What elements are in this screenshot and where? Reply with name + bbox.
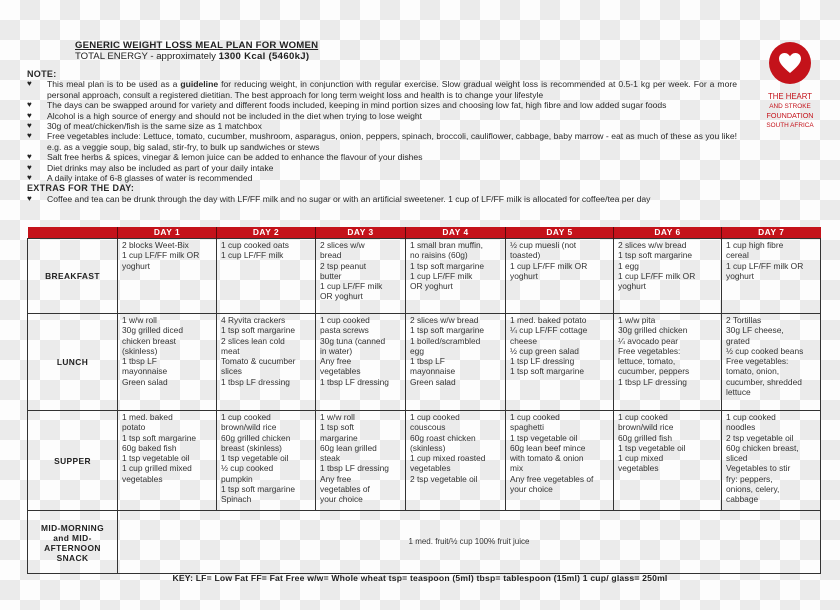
- food-item: 1 cup grilled mixed: [122, 463, 192, 474]
- note-text-bold: guideline: [180, 79, 219, 90]
- food-item: 1 boiled/scrambled: [410, 335, 481, 346]
- note-item: [27, 131, 737, 152]
- food-item: OR yoghurt: [410, 281, 453, 292]
- food-item: grated: [726, 335, 750, 346]
- meal-cell: [217, 239, 316, 314]
- food-item: pasta screws: [320, 325, 369, 336]
- food-item: your choice: [320, 494, 363, 505]
- note-text-pre: The days can be swapped around for variety and different foods included, keeping in mind portion sizes and choosing low fat, high fibre and low added sugar foods: [47, 100, 667, 111]
- logo-line-1: THE HEART: [767, 92, 813, 101]
- notes-section: [27, 69, 737, 204]
- heart-icon: [778, 52, 802, 74]
- food-item: 1 w/w pita: [618, 315, 656, 325]
- food-item: Green salad: [122, 376, 168, 387]
- table-row-supper: [28, 411, 821, 511]
- food-item: Spinach: [221, 494, 252, 505]
- food-item: 2 slices w/w bread: [410, 315, 479, 325]
- food-item: 30g grilled diced: [122, 325, 183, 336]
- food-item: 30g tuna (canned: [320, 335, 386, 346]
- meal-cell: [217, 411, 316, 511]
- food-item: 30g LF cheese,: [726, 325, 784, 336]
- snack-label-line: AFTERNOON: [44, 542, 101, 553]
- food-item: 2 Tortillas: [726, 315, 762, 325]
- energy-value: 1300 Kcal (5460kJ): [218, 51, 310, 62]
- food-item: tomato, onion,: [726, 366, 780, 377]
- food-item: 1 cup cooked oats: [221, 240, 289, 250]
- note-text-post: for reducing weight, in conjunction with regular exercise. Slow gradual weight loss is recommended at 0.5-1 kg per week. For a more personal approach, consult a registered dietitian. The best approach for long term weight loss and health is to change your lifestyle: [47, 79, 738, 100]
- food-item: 1 tbsp LF dressing: [320, 463, 389, 474]
- food-item: 1 cup cooked: [510, 412, 560, 422]
- food-item: 60g grilled chicken: [221, 432, 291, 443]
- energy-prefix: TOTAL ENERGY - approximately: [75, 51, 219, 62]
- food-item: vegetables: [320, 366, 361, 377]
- table-header-row: [28, 227, 821, 239]
- food-item: 1 tsp soft margarine: [221, 325, 296, 336]
- column-header-day-7: DAY 7: [722, 227, 821, 239]
- food-item: 1 tbsp LF dressing: [320, 376, 389, 387]
- extra-text: Coffee and tea can be drunk through the day with LF/FF milk and no sugar or with an artificial sweetener. 1 cup of LF/FF milk is allocated for coffee/tea per day: [47, 193, 651, 204]
- meal-cell: [614, 314, 722, 411]
- extras-list: [27, 194, 737, 204]
- food-item: 1 cup high fibre: [726, 240, 784, 250]
- food-item: steak: [320, 453, 341, 464]
- meal-label: LUNCH: [28, 314, 118, 411]
- food-item: 1 med. baked: [122, 412, 173, 422]
- food-item: 1 w/w roll: [122, 315, 157, 325]
- food-item: breast (skinless): [221, 442, 282, 453]
- note-item: [27, 100, 737, 110]
- food-item: 1 tsp vegetable oil: [510, 432, 578, 443]
- note-item: [27, 152, 737, 162]
- food-item: (skinless): [122, 345, 158, 356]
- food-item: OR yoghurt: [320, 291, 363, 302]
- food-item: 1 cup LF/FF milk: [320, 281, 383, 292]
- food-item: Free vegetables:: [726, 356, 789, 367]
- food-item: sliced: [726, 453, 748, 464]
- notes-heading: NOTE:: [27, 69, 57, 79]
- food-item: 1 tsp soft margarine: [122, 432, 197, 443]
- food-item: cabbage: [726, 494, 759, 505]
- food-item: 60g lean grilled: [320, 442, 377, 453]
- column-header-day-2: DAY 2: [217, 227, 316, 239]
- heart-foundation-logo: [758, 42, 822, 130]
- heart-bullet-icon: ♥: [27, 110, 32, 120]
- note-text-pre: 30g of meat/chicken/fish is the same size as 1 matchbox: [47, 121, 262, 132]
- food-item: yoghurt: [618, 281, 646, 292]
- table-row-snack: [28, 511, 821, 574]
- note-item: [27, 121, 737, 131]
- food-item: lettuce: [726, 387, 751, 398]
- food-item: 60g roast chicken: [410, 432, 476, 443]
- food-item: Any free: [320, 473, 352, 484]
- note-text-pre: This meal plan is to be used as a: [47, 79, 181, 90]
- snack-label-line: SNACK: [56, 552, 89, 563]
- meal-label: SUPPER: [28, 411, 118, 511]
- food-item: cereal: [726, 250, 749, 261]
- logo-line-3: FOUNDATION: [766, 111, 814, 120]
- logo-text: [758, 92, 822, 130]
- food-item: fry: peppers,: [726, 473, 773, 484]
- meal-cell: [118, 239, 217, 314]
- logo-line-4: SOUTH AFRICA: [766, 121, 814, 129]
- note-item: [27, 79, 737, 100]
- column-header-day-1: DAY 1: [118, 227, 217, 239]
- food-item: 1 cup LF/FF milk OR: [122, 250, 200, 261]
- heart-bullet-icon: ♥: [27, 79, 32, 89]
- document-title: GENERIC WEIGHT LOSS MEAL PLAN FOR WOMEN: [75, 40, 319, 51]
- food-item: 1 tsp soft margarine: [618, 250, 693, 261]
- food-item: 30g grilled chicken: [618, 325, 688, 336]
- food-item: mix: [510, 463, 524, 474]
- food-item: with tomato & onion: [510, 453, 584, 464]
- food-item: 1 tsp soft margarine: [221, 484, 296, 495]
- food-item: 1 cup cooked: [726, 412, 776, 422]
- food-item: in water): [320, 345, 353, 356]
- heart-bullet-icon: ♥: [27, 162, 32, 172]
- meal-cell: [722, 411, 821, 511]
- food-item: yoghurt: [122, 260, 150, 271]
- note-item: [27, 111, 737, 121]
- food-item: meat: [221, 345, 240, 356]
- heart-bullet-icon: ♥: [27, 193, 32, 203]
- food-item: 2 slices lean cold: [221, 335, 285, 346]
- food-item: 1 cup mixed roasted: [410, 453, 486, 464]
- meal-label: BREAKFAST: [28, 239, 118, 314]
- food-item: 60g chicken breast,: [726, 442, 799, 453]
- meal-cell: [614, 411, 722, 511]
- abbreviation-key: KEY: LF= Low Fat FF= Fat Free w/w= Whole wheat tsp= teaspoon (5ml) tbsp= tablespoon (15ml) 1 cup/ glass= 250ml: [172, 573, 668, 583]
- food-item: 1 cup cooked: [410, 412, 460, 422]
- meal-cell: [614, 239, 722, 314]
- heart-bullet-icon: ♥: [27, 100, 32, 110]
- meal-cell: [316, 239, 406, 314]
- note-text-pre: Free vegetables include: Lettuce, tomato, cucumber, mushroom, asparagus, onion, peppers, spinach, broccoli, cauliflower, cabbage, baby marrow - eat as much of these as you like! e.g. as a veggie soup, big salad, stir-fry, to bulk up sandwiches or stews: [47, 131, 737, 152]
- food-item: Green salad: [410, 376, 456, 387]
- food-item: yoghurt: [510, 270, 538, 281]
- logo-circle: [769, 42, 811, 84]
- food-item: Any free vegetables of: [510, 473, 594, 484]
- food-item: cheese: [510, 335, 538, 346]
- food-item: 1 cup mixed: [618, 453, 664, 464]
- food-item: mayonnaise: [122, 366, 168, 377]
- meal-cell: [316, 314, 406, 411]
- food-item: egg: [410, 345, 424, 356]
- note-item: [27, 163, 737, 173]
- food-item: 1 cup LF/FF milk OR: [510, 260, 588, 271]
- food-item: 1 tsp vegetable oil: [221, 453, 289, 464]
- food-item: 1 egg: [618, 260, 639, 271]
- food-item: 1 cup LF/FF milk: [410, 270, 473, 281]
- food-item: slices: [221, 366, 242, 377]
- table-row-breakfast: [28, 239, 821, 314]
- food-item: Vegetables to stir: [726, 463, 791, 474]
- logo-line-2: AND STROKE: [769, 102, 811, 110]
- meal-cell: [118, 411, 217, 511]
- food-item: 1 tsp LF dressing: [510, 356, 575, 367]
- meal-cell: [506, 314, 614, 411]
- meal-cell: [217, 314, 316, 411]
- food-item: 1 cup LF/FF milk OR: [726, 260, 804, 271]
- meal-cell: [722, 239, 821, 314]
- heart-bullet-icon: ♥: [27, 121, 32, 131]
- total-energy: [75, 51, 309, 62]
- meal-cell: [406, 411, 506, 511]
- column-header-day-6: DAY 6: [614, 227, 722, 239]
- snack-label-line: MID-MORNING: [40, 522, 105, 533]
- food-item: no raisins (60g): [410, 250, 468, 261]
- food-item: bread: [320, 250, 342, 261]
- food-item: 1 tsp soft margarine: [410, 260, 485, 271]
- food-item: 2 tsp peanut: [320, 260, 367, 271]
- food-item: ½ cup cooked beans: [726, 345, 804, 356]
- table-row-lunch: [28, 314, 821, 411]
- food-item: potato: [122, 422, 146, 433]
- food-item: chicken breast: [122, 335, 176, 346]
- food-item: ½ cup muesli (not: [510, 240, 577, 250]
- food-item: brown/wild rice: [221, 422, 277, 433]
- note-text-pre: Alcohol is a high source of energy and should not be included in the diet when trying to lose weight: [47, 110, 423, 121]
- food-item: spaghetti: [510, 422, 544, 433]
- food-item: toasted): [510, 250, 541, 261]
- extras-heading: EXTRAS FOR THE DAY:: [27, 183, 135, 194]
- food-item: Tomato & cucumber: [221, 356, 296, 367]
- food-item: couscous: [410, 422, 446, 433]
- header-corner: [28, 227, 118, 239]
- food-item: 2 tsp vegetable oil: [726, 432, 794, 443]
- food-item: margarine: [320, 432, 358, 443]
- meal-cell: [406, 239, 506, 314]
- food-item: 1 med. baked potato: [510, 315, 587, 325]
- meal-plan-table: [27, 227, 821, 574]
- heart-bullet-icon: ♥: [27, 152, 32, 162]
- food-item: 1 tbsp LF dressing: [618, 376, 687, 387]
- food-item: butter: [320, 270, 342, 281]
- extra-item: [27, 194, 737, 204]
- meal-cell: [506, 239, 614, 314]
- food-item: 1 cup cooked: [618, 412, 668, 422]
- food-item: 1 tbsp LF dressing: [221, 376, 290, 387]
- table-body: [28, 239, 821, 574]
- column-header-day-5: DAY 5: [506, 227, 614, 239]
- food-item: vegetables: [410, 463, 451, 474]
- food-item: 60g baked fish: [122, 442, 177, 453]
- food-item: ½ cup green salad: [510, 345, 579, 356]
- meal-cell: [722, 314, 821, 411]
- food-item: 2 tsp vegetable oil: [410, 473, 478, 484]
- food-item: brown/wild rice: [618, 422, 674, 433]
- food-item: 1 tsp vegetable oil: [122, 453, 190, 464]
- heart-bullet-icon: ♥: [27, 173, 32, 183]
- food-item: Any free: [320, 356, 352, 367]
- food-item: vegetables: [122, 473, 163, 484]
- food-item: noodles: [726, 422, 756, 433]
- food-item: 2 slices w/w: [320, 240, 365, 250]
- column-header-day-3: DAY 3: [316, 227, 406, 239]
- meal-cell: [506, 411, 614, 511]
- food-item: pumpkin: [221, 473, 253, 484]
- food-item: 1 tbsp LF: [410, 356, 445, 367]
- food-item: (skinless): [410, 442, 446, 453]
- food-item: ¼ avocado pear: [618, 335, 679, 346]
- food-item: ½ cup cooked: [221, 463, 274, 474]
- food-item: 2 slices w/w bread: [618, 240, 687, 250]
- food-item: 4 Ryvita crackers: [221, 315, 286, 325]
- food-item: vegetables of: [320, 484, 370, 495]
- food-item: mayonnaise: [410, 366, 456, 377]
- food-item: 1 cup cooked: [221, 412, 271, 422]
- notes-list: [27, 79, 737, 183]
- food-item: 1 cup cooked: [320, 315, 370, 325]
- column-header-day-4: DAY 4: [406, 227, 506, 239]
- note-text-pre: Diet drinks may also be included as part of your daily intake: [47, 162, 274, 173]
- food-item: 1 tsp soft: [320, 422, 354, 433]
- food-item: yoghurt: [726, 270, 754, 281]
- food-item: 60g grilled fish: [618, 432, 673, 443]
- food-item: 1 tbsp LF: [122, 356, 157, 367]
- snack-label-line: and MID-: [53, 532, 92, 543]
- food-item: lettuce, tomato,: [618, 356, 676, 367]
- heart-bullet-icon: ♥: [27, 131, 32, 141]
- meal-cell: [406, 314, 506, 411]
- note-text-pre: Salt free herbs & spices, vinegar & lemon juice can be added to enhance the flavour of your dishes: [47, 152, 423, 163]
- food-item: 1 tsp vegetable oil: [618, 442, 686, 453]
- food-item: ¼ cup LF/FF cottage: [510, 325, 588, 336]
- snack-value: 1 med. fruit/½ cup 100% fruit juice: [118, 511, 821, 574]
- food-item: 1 cup LF/FF milk OR: [618, 270, 696, 281]
- food-item: 1 w/w roll: [320, 412, 355, 422]
- food-item: 1 tsp soft margarine: [410, 325, 485, 336]
- food-item: 60g lean beef mince: [510, 442, 586, 453]
- meal-cell: [118, 314, 217, 411]
- meal-cell: [316, 411, 406, 511]
- food-item: 2 blocks Weet-Bix: [122, 240, 189, 250]
- food-item: your choice: [510, 484, 553, 495]
- note-text-pre: A daily intake of 6-8 glasses of water is recommended: [47, 173, 253, 184]
- food-item: 1 small bran muffin,: [410, 240, 483, 250]
- food-item: 1 tsp soft margarine: [510, 366, 585, 377]
- note-item: [27, 173, 737, 183]
- meal-label: [28, 511, 118, 574]
- food-item: cucumber, shredded: [726, 376, 802, 387]
- food-item: onions, celery,: [726, 484, 780, 495]
- food-item: 1 cup LF/FF milk: [221, 250, 284, 261]
- food-item: cucumber, peppers: [618, 366, 690, 377]
- food-item: vegetables: [618, 463, 659, 474]
- food-item: Free vegetables:: [618, 345, 681, 356]
